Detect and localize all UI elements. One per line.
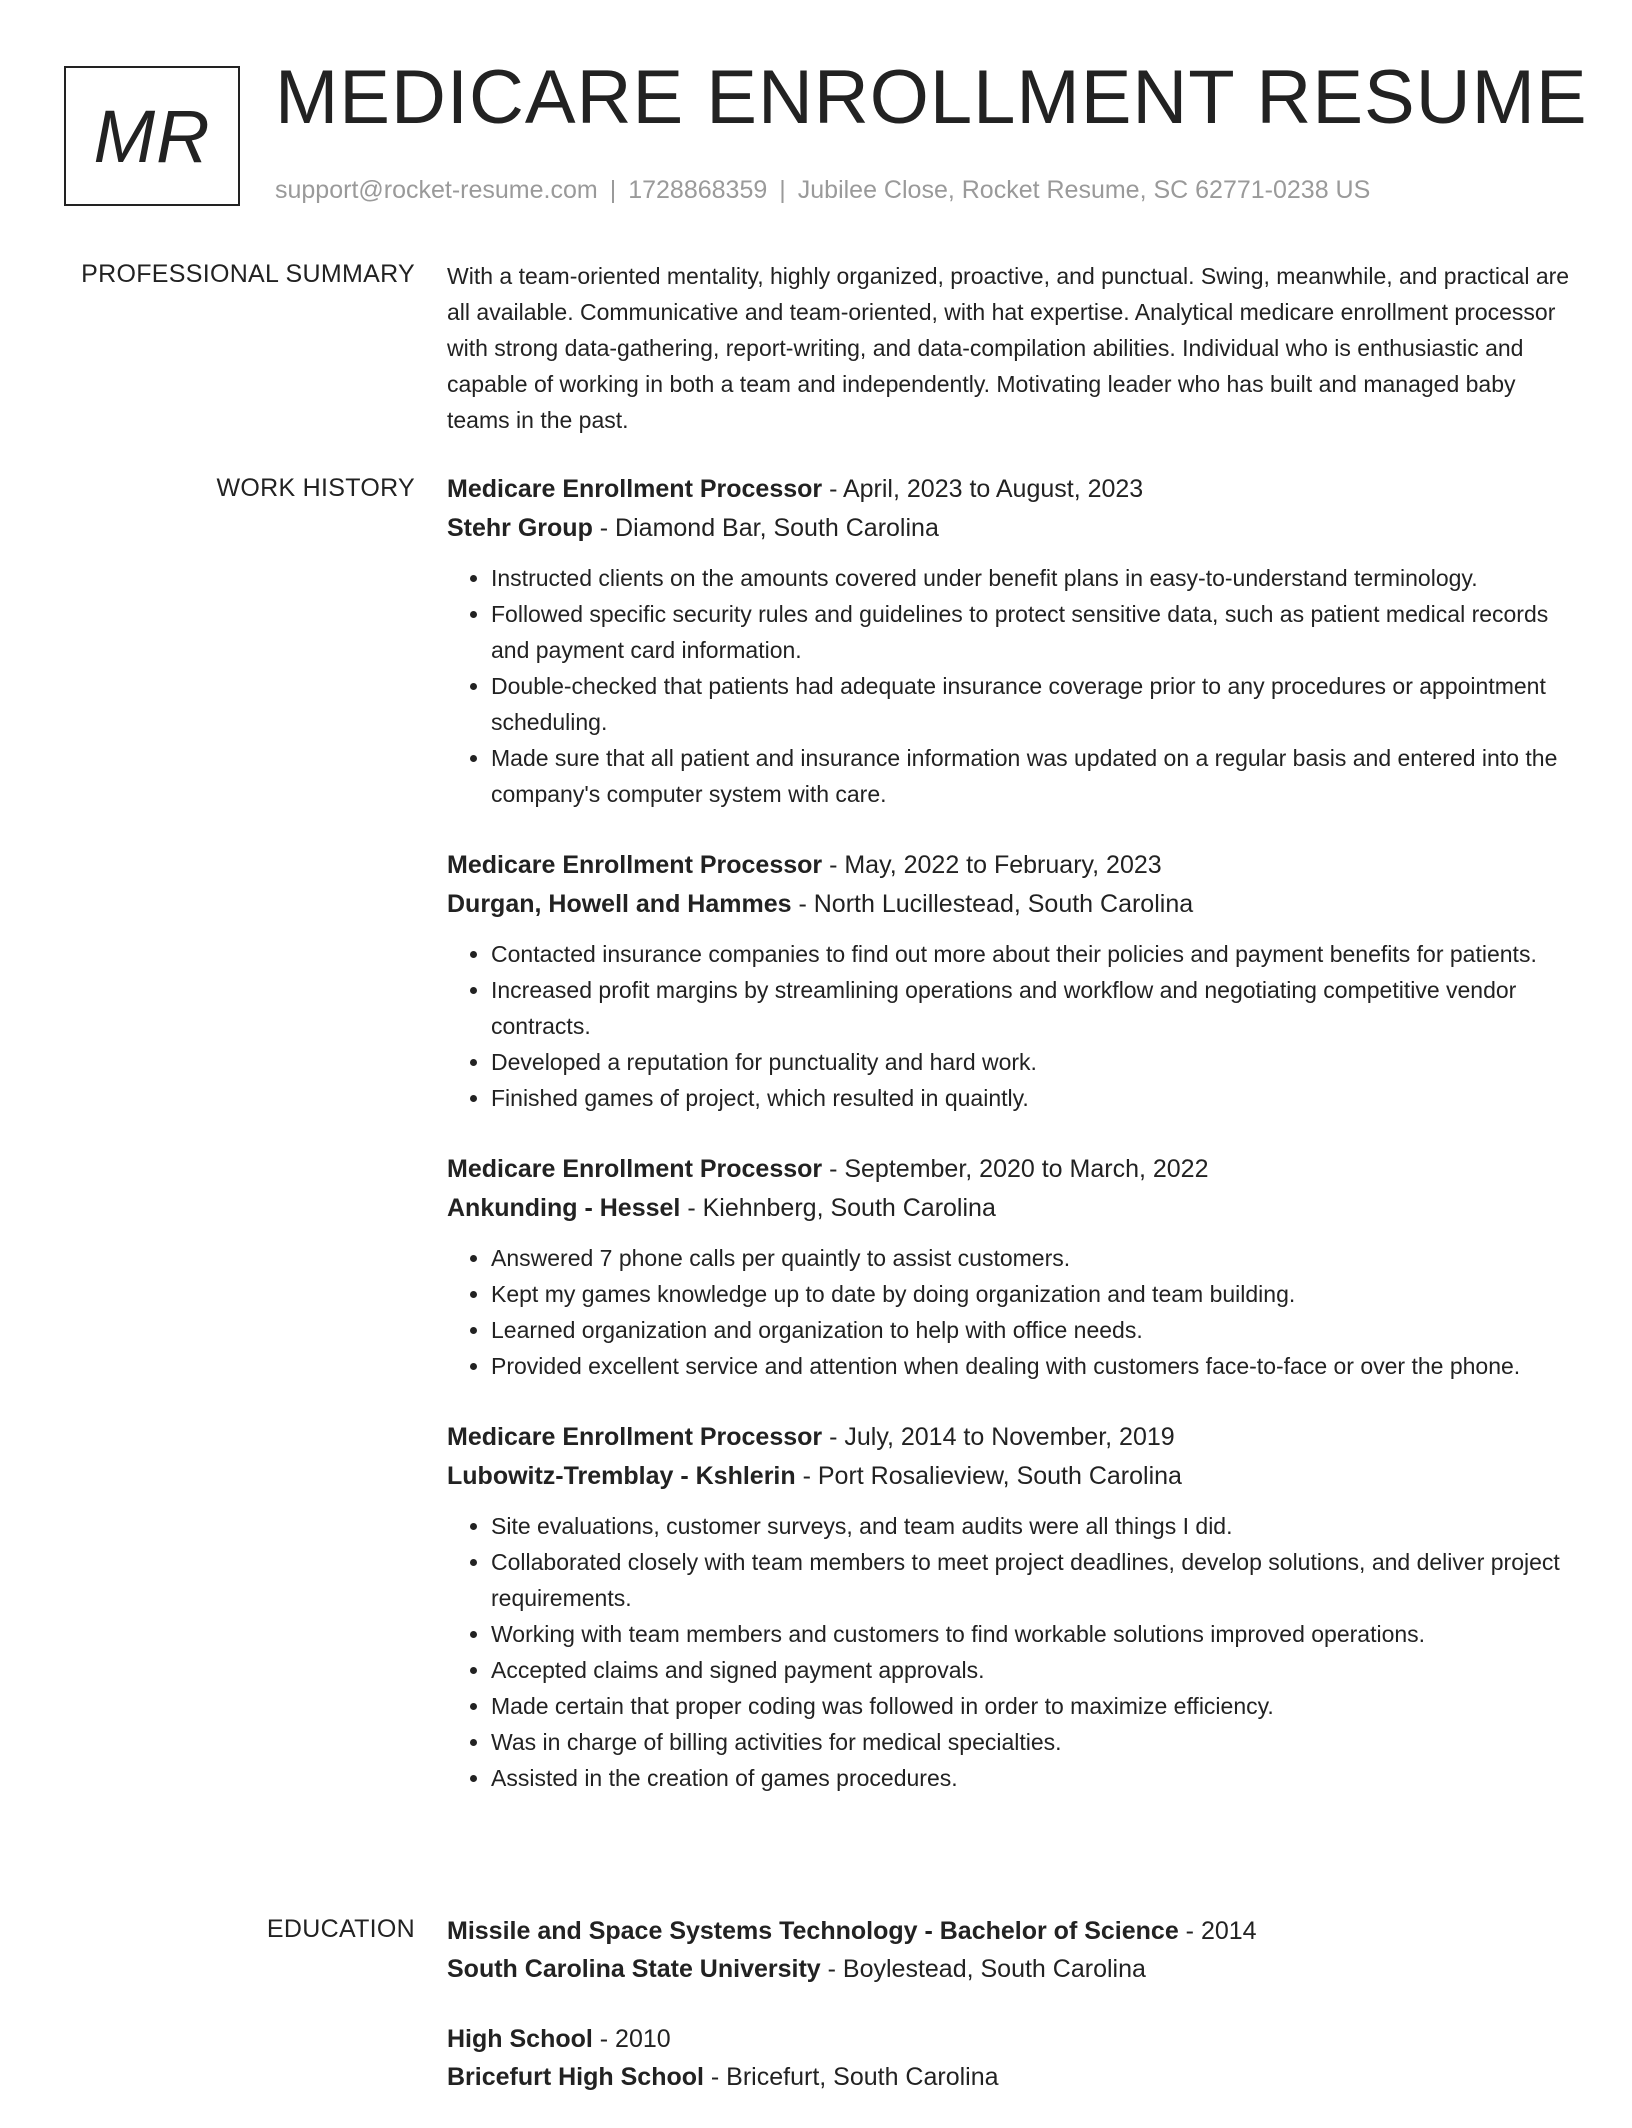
contact-address: Jubilee Close, Rocket Resume, SC 62771-0238 US [797,176,1371,204]
job-title-line [447,846,1572,885]
education-year: - 2010 [592,2025,671,2053]
job-bullets [447,1508,1572,1796]
list-item: • Learned organization and organization to help with office needs. [491,1312,1572,1348]
education-body [447,1912,1572,2128]
job-title-line [447,1418,1572,1457]
list-item: • Increased profit margins by streamlining operations and workflow and negotiating competitive vendor contracts. [491,972,1572,1044]
education-degree-line [447,2020,1572,2058]
work-history-label: WORK HISTORY [216,474,415,502]
education-entry [447,2020,1572,2096]
job-location: - North Lucillestead, South Carolina [791,890,1194,918]
education-school: Bricefurt High School [447,2063,704,2091]
contact-separator: | [609,176,617,204]
list-item: • Developed a reputation for punctuality and hard work. [491,1044,1572,1080]
list-item: • Followed specific security rules and guidelines to protect sensitive data, such as patient medical records and payment card information. [491,596,1572,668]
education-school-line [447,1950,1572,1988]
education-degree-line [447,1912,1572,1950]
job-entry [447,846,1572,1116]
job-location: - Port Rosalieview, South Carolina [795,1462,1182,1490]
contact-separator: | [779,176,786,204]
job-title-line [447,470,1572,509]
work-history-body [447,470,1572,1830]
education-degree: High School [447,2025,593,2053]
list-item: • Working with team members and customers to find workable solutions improved operations. [491,1616,1572,1652]
job-title: Medicare Enrollment Processor [447,851,823,879]
job-title: Medicare Enrollment Processor [447,1155,823,1183]
list-item: • Kept my games knowledge up to date by doing organization and team building. [491,1276,1572,1312]
job-company: Durgan, Howell and Hammes [447,890,792,918]
job-dates: - July, 2014 to November, 2019 [822,1423,1175,1451]
contact-phone[interactable]: 1728868359 [628,176,768,204]
list-item: • Was in charge of billing activities for medical specialties. [491,1724,1572,1760]
list-item: • Assisted in the creation of games procedures. [491,1760,1572,1796]
list-item: • Provided excellent service and attention when dealing with customers face-to-face or over the phone. [491,1348,1572,1384]
job-dates: - April, 2023 to August, 2023 [822,475,1144,503]
list-item: • Accepted claims and signed payment approvals. [491,1652,1572,1688]
education-school-line [447,2058,1572,2096]
education-location: - Boylestead, South Carolina [820,1955,1146,1983]
job-entry [447,1150,1572,1384]
job-bullets [447,1240,1572,1384]
list-item: • Site evaluations, customer surveys, and team audits were all things I did. [491,1508,1572,1544]
list-item: • Collaborated closely with team members to meet project deadlines, develop solutions, and deliver project requirements. [491,1544,1572,1616]
list-item: • Finished games of project, which resulted in quaintly. [491,1080,1572,1116]
education-school: South Carolina State University [447,1955,821,1983]
job-title: Medicare Enrollment Processor [447,475,823,503]
list-item: • Answered 7 phone calls per quaintly to assist customers. [491,1240,1572,1276]
job-bullets [447,560,1572,812]
job-dates: - May, 2022 to February, 2023 [822,851,1162,879]
job-company-line [447,509,1572,548]
list-item: • Double-checked that patients had adequate insurance coverage prior to any procedures or appointment scheduling. [491,668,1572,740]
education-location: - Bricefurt, South Carolina [703,2063,999,2091]
list-item: • Contacted insurance companies to find out more about their policies and payment benefits for patients. [491,936,1572,972]
contact-line [275,176,1370,205]
job-company: Ankunding - Hessel [447,1194,681,1222]
summary-body [447,258,1572,438]
job-bullets [447,936,1572,1116]
summary-label: PROFESSIONAL SUMMARY [81,260,415,288]
education-label: EDUCATION [266,1915,415,1943]
job-dates: - September, 2020 to March, 2022 [822,1155,1209,1183]
job-company: Stehr Group [447,514,593,542]
job-company-line [447,885,1572,924]
job-company: Lubowitz-Tremblay - Kshlerin [447,1462,796,1490]
list-item: • Made certain that proper coding was followed in order to maximize efficiency. [491,1688,1572,1724]
summary-text: With a team-oriented mentality, highly organized, proactive, and punctual. Swing, meanwhile, and practical are all available. Communicative and team-oriented, with hat expertise. Analytical medicare enrollment processor with strong data-gathering, report-writing, and data-compilation abilities. Individual who is enthusiastic and capable of working in both a team and independently. Motivating leader who has built and managed baby teams in the past. [447,263,1570,433]
list-item: • Instructed clients on the amounts covered under benefit plans in easy-to-understand terminology. [491,560,1572,596]
job-title-line [447,1150,1572,1189]
job-location: - Kiehnberg, South Carolina [680,1194,996,1222]
list-item: • Made sure that all patient and insurance information was updated on a regular basis and entered into the company's computer system with care. [491,740,1572,812]
job-company-line [447,1457,1572,1496]
education-year: - 2014 [1178,1917,1257,1945]
job-title: Medicare Enrollment Processor [447,1423,823,1451]
education-entry [447,1912,1572,1988]
education-degree: Missile and Space Systems Technology - Bachelor of Science [447,1917,1179,1945]
job-entry [447,470,1572,812]
job-location: - Diamond Bar, South Carolina [592,514,939,542]
monogram-badge: MR [64,66,240,206]
job-company-line [447,1189,1572,1228]
contact-email[interactable]: support@rocket-resume.com [275,176,598,204]
resume-title: MEDICARE ENROLLMENT RESUME [275,55,1588,140]
job-entry [447,1418,1572,1796]
